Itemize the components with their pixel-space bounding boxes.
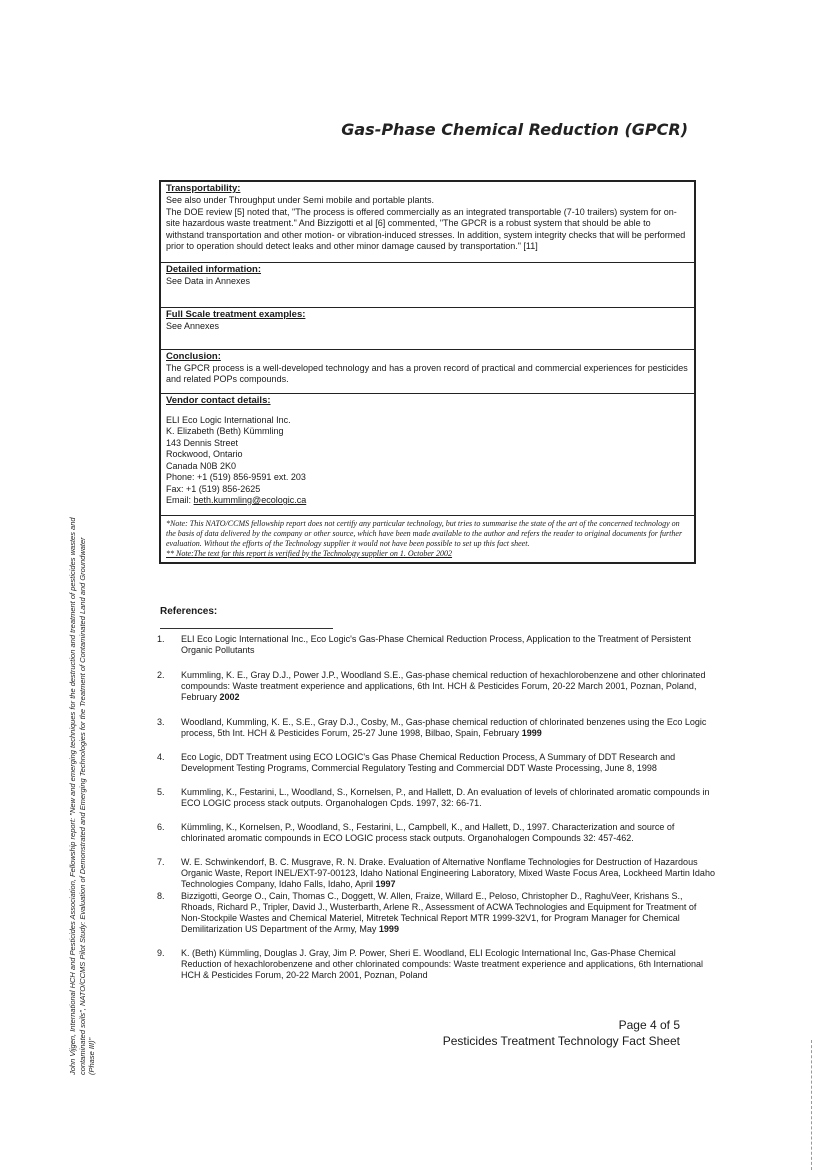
reference-item (157, 948, 717, 981)
reference-text: Kümmling, K., Kornelsen, P., Woodland, S., Festarini, L., Campbell, K., and Hallett, D., 1997. Characterization and source of chlorinated aromatic compounds in ECO LOGIC process stack outputs. Organohalogen Compounds 32: 457-462. (181, 822, 675, 843)
reference-number: 3. (157, 717, 165, 727)
reference-year: 2002 (219, 692, 240, 702)
reference-number: 9. (157, 948, 165, 958)
full-scale-text: See Annexes (166, 321, 220, 331)
reference-year: 1997 (375, 879, 396, 889)
reference-item (157, 891, 717, 935)
reference-number: 1. (157, 634, 165, 644)
reference-text: K. (Beth) Kümmling, Douglas J. Gray, Jim P. Power, Sheri E. Woodland, ELI Ecologic International Inc, Gas-Phase Chemical Reduction of hexachlorobenzene and other chlorinated compounds: Waste treatment experience and applications, 6th International HCH & Pesticides Forum, 20-22 March 2001, Poznan, Poland (181, 948, 703, 980)
reference-text: ELI Eco Logic International Inc., Eco Logic's Gas-Phase Chemical Reduction Process, Application to the Treatment of Persistent Organic Pollutants (181, 634, 691, 655)
reference-number: 7. (157, 857, 165, 867)
transportability-line: See also under Throughput under Semi mobile and portable plants. (166, 195, 435, 205)
vendor-fax: Fax: +1 (519) 856-2625 (166, 483, 261, 494)
references-heading: References: (160, 606, 218, 617)
note-verified-text: ** Note:The text for this report is verified by the Technology supplier on 1. October 2002 (166, 548, 453, 558)
reference-item (157, 634, 717, 656)
reference-year: 1999 (378, 924, 399, 934)
disclaimer-note (161, 515, 694, 562)
scan-edge-line (811, 1040, 812, 1170)
reference-item (157, 670, 717, 703)
page-footer (443, 1017, 680, 1049)
reference-number: 6. (157, 822, 165, 832)
reference-year: 1999 (521, 728, 542, 738)
page-title: Gas-Phase Chemical Reduction (GPCR) (341, 120, 688, 139)
reference-number: 2. (157, 670, 165, 680)
transportability-line: The DOE review [5] noted that, "The process is offered commercially as an integrated transportable (7-10 trailers) system for on-site hazardous waste treatment." And Bizzigotti et al [6] commented, "The GPCR is a robust system that should be able to withstand transportation and other motion- or vibration-induced stresses. In addition, system integrity checks that will be performed prior to operation should detect leaks and other minor damage caused by transportation." [11] (166, 206, 686, 251)
reference-text: Kummling, K., Festarini, L., Woodland, S., Kornelsen, P., and Hallett, D. An evaluation of levels of chlorinated aromatic compounds in ECO LOGIC process stack outputs. Organohalogen Cpds. 1997, 32: 66-71. (181, 787, 710, 808)
vendor-email-row (166, 495, 689, 507)
vendor-section (161, 394, 694, 515)
detailed-information-section (161, 263, 694, 309)
conclusion-section (161, 350, 694, 394)
references-divider (160, 628, 333, 629)
page-number: Page 4 of 5 (618, 1018, 680, 1032)
detailed-information-text: See Data in Annexes (166, 275, 251, 286)
reference-text: Bizzigotti, George O., Cain, Thomas C., Doggett, W. Allen, Fraize, Willard E., Peloso, Christopher D., RaghuVeer, Krishans S., Rhoads, Richard P., Tripler, David J., Wusterbarth, Arlene R., Assessment of ACWA Technologies and Equipment for Treatment of Non-Stockpile Wastes and Chemical Materiel, Mitretek Technical Report MTR 1999-32V1, for Program Manager for Chemical Demilitarization US Department of the Army, May (181, 891, 697, 934)
transportability-section (161, 182, 694, 263)
detailed-information-title: Detailed information: (166, 263, 262, 275)
reference-number: 8. (157, 891, 165, 901)
vendor-city: Rockwood, Ontario (166, 449, 243, 459)
conclusion-title: Conclusion: (166, 350, 221, 362)
reference-item (157, 787, 717, 809)
full-scale-title: Full Scale treatment examples: (166, 309, 306, 320)
fact-sheet-title: Pesticides Treatment Technology Fact Sheet (442, 1034, 680, 1048)
vendor-phone: Phone: +1 (519) 856-9591 ext. 203 (166, 472, 306, 482)
reference-number: 5. (157, 787, 165, 797)
reference-item (157, 857, 717, 890)
vendor-country: Canada N0B 2K0 (166, 460, 237, 471)
conclusion-text: The GPCR process is a well-developed technology and has a proven record of practical and commercial experiences for pesticides and related POPs compounds. (166, 362, 688, 384)
transportability-title: Transportability: (166, 183, 241, 194)
full-scale-section (161, 308, 694, 350)
vendor-person: K. Elizabeth (Beth) Kümmling (166, 426, 284, 436)
vendor-company: ELI Eco Logic International Inc. (166, 414, 291, 425)
reference-number: 4. (157, 752, 165, 762)
sidebar-citation: John Vijgen, International HCH and Pesticides Association, Fellowship report: "New and emerging techniques for the destruction and treatment of pesticides wastes and contaminated soils", NATO/CCMS Pilot Study: Evaluation of Demonstrated and Emerging Technologies for the Treatment of Contaminated Land and Groundwater (Phase III)" (68, 517, 96, 1075)
reference-text: W. E. Schwinkendorf, B. C. Musgrave, R. N. Drake. Evaluation of Alternative Nonflame Technologies for Destruction of Hazardous Organic Waste, Report INEL/EXT-97-00123, Idaho National Engineering Laboratory, Mixed Waste Focus Area, Lockheed Martin Idaho Technologies Company, Idaho Falls, Idaho, April (181, 857, 715, 889)
vendor-email-label: Email: (166, 495, 192, 505)
vendor-street: 143 Dennis Street (166, 437, 239, 448)
reference-item (157, 822, 717, 844)
reference-item (157, 717, 717, 739)
fact-box (159, 180, 696, 564)
vendor-email-link[interactable]: beth.kummling@ecologic.ca (193, 495, 307, 505)
reference-text: Kummling, K. E., Gray D.J., Power J.P., Woodland S.E., Gas-phase chemical reduction of hexachlorobenzene and other chlorinated compounds: Waste treatment experience and applications, 6th Int. HCH & Pesticides Forum, 20-22 March 2001, Poznan, Poland, February (181, 670, 706, 702)
reference-item (157, 752, 717, 774)
reference-text: Eco Logic, DDT Treatment using ECO LOGIC's Gas Phase Chemical Reduction Process, A Summary of DDT Research and Development Testing Programs, Commercial Regulatory Testing and Commercial DDT Waste Processing, June 8, 1998 (181, 752, 676, 773)
references-list (157, 634, 717, 981)
reference-text: Woodland, Kummling, K. E., S.E., Gray D.J., Cosby, M., Gas-phase chemical reduction of chlorinated benzenes using the Eco Logic process, 5th Int. HCH & Pesticides Forum, 25-27 June 1998, Bilbao, Spain, February (181, 717, 707, 738)
vendor-title: Vendor contact details: (166, 394, 271, 406)
note-text: *Note: This NATO/CCMS fellowship report does not certify any particular technology, but tries to summarise the state of the art of the concerned technology on the basis of data delivered by the company or other source, which have been made available to the author and refers the reader to original documents for further evaluation. Without the efforts of the Technology supplier it would not have been possible to set up this fact sheet. (166, 518, 683, 548)
